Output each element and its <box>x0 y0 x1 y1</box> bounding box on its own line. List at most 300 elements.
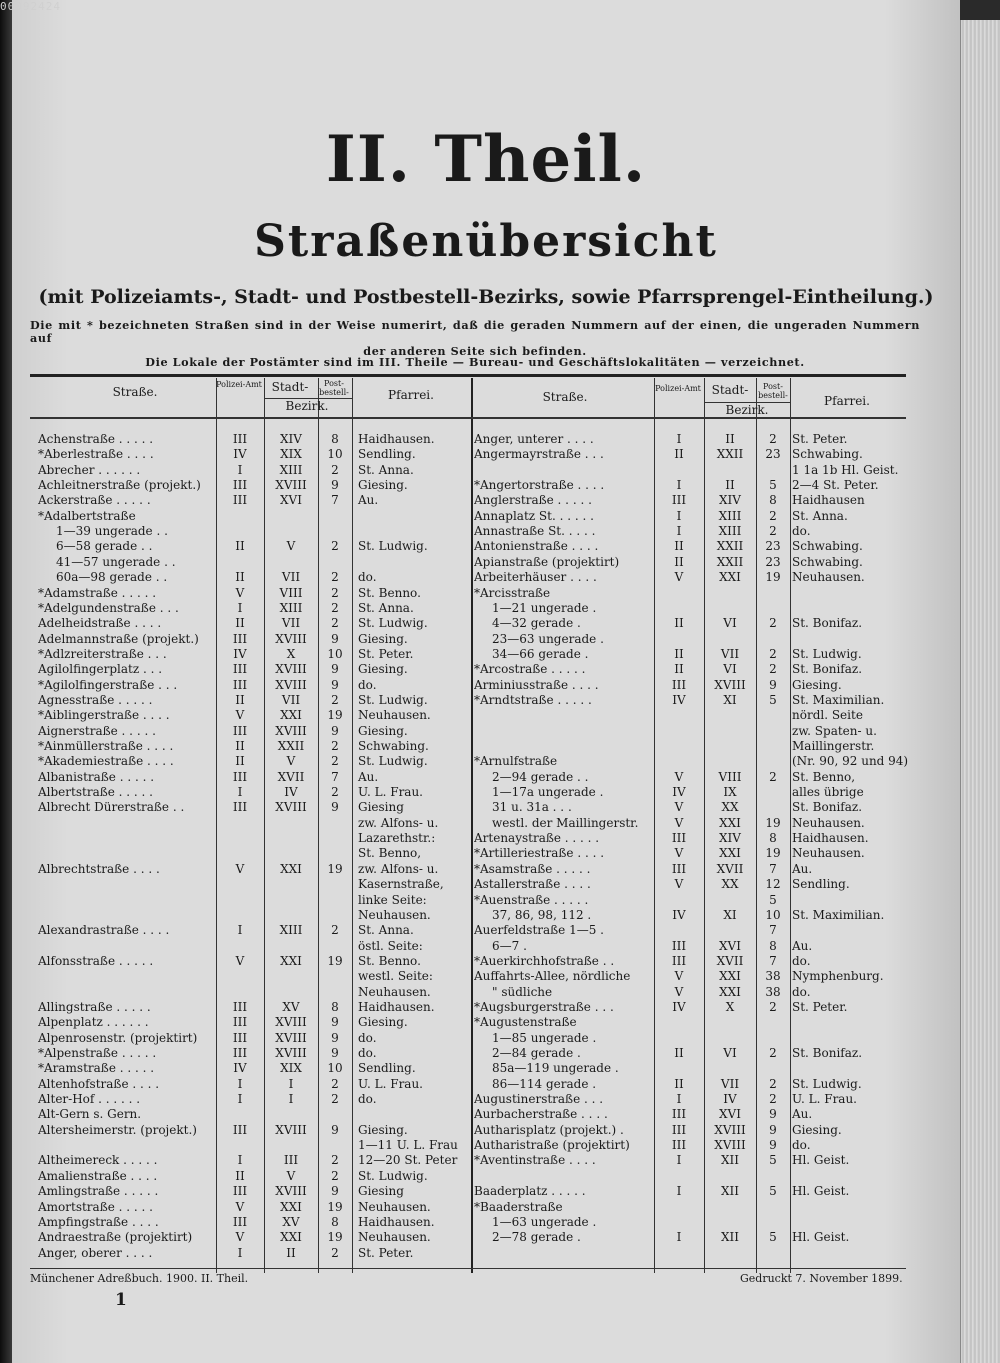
polizei-amt: III <box>232 800 248 815</box>
polizei-amt: I <box>676 524 682 539</box>
street-name: Albrechtstraße . . . . <box>38 861 160 876</box>
stadt-bezirk: III <box>283 1153 299 1168</box>
street-name: *Adamstraße . . . . . <box>38 585 157 600</box>
polizei-amt: II <box>674 539 684 554</box>
stadt-bezirk: XVI <box>719 938 741 953</box>
pfarrei: St. Benno. <box>358 953 421 968</box>
note-numbering-line1: Die mit * bezeichneten Straßen sind in der Weise numerirt, daß die geraden Nummern auf der einen, die ungeraden Nummern auf <box>30 318 920 345</box>
street-name: 86—114 gerade . <box>492 1076 597 1091</box>
street-name: 23—63 ungerade . <box>492 631 604 646</box>
pfarrei: St. Ludwig. <box>358 1168 428 1183</box>
table-bottom-rule <box>30 1268 906 1269</box>
postbestell-bezirk: 2 <box>331 785 339 800</box>
pfarrei: östl. Seite: <box>358 938 423 953</box>
stadt-bezirk: XIV <box>280 432 302 446</box>
postbestell-bezirk: 23 <box>765 539 781 554</box>
pfarrei: Giesing. <box>792 677 842 692</box>
stadt-bezirk: XIX <box>280 447 302 462</box>
polizei-amt: III <box>671 1122 687 1137</box>
note-numbering-line2: der anderen Seite sich befinden. <box>363 344 587 358</box>
postbestell-bezirk: 5 <box>769 892 777 907</box>
street-name: 1—21 ungerade . <box>492 600 597 615</box>
street-name: Autharisplatz (projekt.) . <box>474 1122 624 1137</box>
stadt-bezirk: I <box>288 1076 294 1091</box>
street-name: *Agilolfingerstraße . . . <box>38 677 178 692</box>
polizei-amt: I <box>237 1092 243 1107</box>
polizei-amt: V <box>674 800 684 815</box>
stadt-bezirk: XVIII <box>275 662 307 677</box>
scan-id: 00092424 <box>0 0 61 13</box>
street-name: Agnesstraße . . . . . <box>38 692 153 707</box>
street-name: Alexandrastraße . . . . <box>38 923 170 938</box>
street-name: Adelheidstraße . . . . <box>38 616 162 631</box>
stadt-bezirk: VI <box>723 1046 737 1060</box>
column-divider <box>216 378 217 1273</box>
postbestell-bezirk: 19 <box>327 953 343 968</box>
binding-edge <box>0 0 12 1363</box>
street-name: " südliche <box>492 984 553 999</box>
street-name: *Akademiestraße . . . . <box>38 754 174 769</box>
stadt-bezirk: XVIII <box>714 677 746 692</box>
pfarrei: Giesing. <box>358 1015 408 1030</box>
pfarrei: Au. <box>792 938 813 953</box>
stadt-bezirk: X <box>286 646 296 661</box>
polizei-amt: V <box>674 984 684 999</box>
stadt-bezirk: VII <box>720 646 740 661</box>
pfarrei: Schwabing. <box>792 539 863 554</box>
column-divider <box>318 378 319 1273</box>
polizei-amt: III <box>232 1122 248 1137</box>
pfarrei: do. <box>358 1030 377 1045</box>
polizei-amt: III <box>671 938 687 953</box>
pfarrei: Au. <box>792 861 813 876</box>
pfarrei: St. Anna. <box>358 462 414 477</box>
street-name: Auerfeldstraße 1—5 . <box>474 923 604 938</box>
stadt-bezirk: XII <box>720 1153 740 1168</box>
street-name: Alter-Hof . . . . . . <box>38 1092 141 1107</box>
postbestell-bezirk: 2 <box>331 739 339 753</box>
postbestell-bezirk: 5 <box>769 1230 777 1245</box>
polizei-amt: III <box>671 1107 687 1122</box>
street-name: *Auenstraße . . . . . <box>474 892 589 907</box>
polizei-amt: III <box>232 478 248 493</box>
stadt-bezirk: XX <box>721 877 739 892</box>
polizei-amt: III <box>671 861 687 876</box>
street-name: Apianstraße (projektirt) <box>474 554 620 569</box>
street-name: Arbeiterhäuser . . . . <box>474 570 597 585</box>
pfarrei: Neuhausen. <box>358 1199 431 1214</box>
postbestell-bezirk: 5 <box>769 478 777 493</box>
postbestell-bezirk: 9 <box>769 1138 777 1153</box>
polizei-amt: II <box>235 616 245 631</box>
street-name: *Auerkirchhofstraße . . <box>474 953 615 968</box>
street-name: Augustinerstraße . . . <box>474 1092 604 1107</box>
street-name: Ackerstraße . . . . . <box>38 493 151 508</box>
stadt-bezirk: IV <box>284 785 298 800</box>
stadt-bezirk: XIV <box>719 831 741 846</box>
pfarrei: Haidhausen. <box>792 831 869 846</box>
street-name: *Augustenstraße <box>474 1015 577 1030</box>
stadt-bezirk: VII <box>281 692 301 707</box>
street-name: *Angertorstraße . . . . <box>474 478 605 493</box>
street-name: Albertstraße . . . . . <box>38 785 153 800</box>
street-name: *Arndtstraße . . . . . <box>474 692 592 707</box>
polizei-amt: IV <box>233 447 247 462</box>
postbestell-bezirk: 10 <box>327 646 343 661</box>
polizei-amt: II <box>674 646 684 661</box>
postbestell-bezirk: 9 <box>769 677 777 692</box>
polizei-amt: I <box>676 1230 682 1245</box>
polizei-amt: III <box>671 493 687 508</box>
pfarrei: St. Anna. <box>358 923 414 938</box>
postbestell-bezirk: 2 <box>769 646 777 661</box>
postbestell-bezirk: 8 <box>769 831 777 846</box>
stadt-bezirk: XI <box>723 907 737 922</box>
street-name: *Asamstraße . . . . . <box>474 861 591 876</box>
street-name: *Ainmüllerstraße . . . . <box>38 739 174 753</box>
pfarrei: Neuhausen. <box>792 846 865 861</box>
stadt-bezirk: XI <box>723 692 737 707</box>
stadt-bezirk: XVIII <box>275 1015 307 1030</box>
stadt-bezirk: XXI <box>719 570 741 585</box>
pfarrei: do. <box>358 1046 377 1060</box>
column-divider <box>352 378 353 1273</box>
street-name: Altenhofstraße . . . . <box>38 1076 160 1091</box>
pfarrei: St. Peter. <box>792 432 848 446</box>
stadt-bezirk: XV <box>282 999 300 1014</box>
polizei-amt: I <box>237 785 243 800</box>
header-strasse-left: Straße. <box>112 385 158 399</box>
stadt-bezirk: IX <box>723 785 737 800</box>
pfarrei: zw. Spaten- u. <box>792 723 877 738</box>
polizei-amt: II <box>235 1168 245 1183</box>
polizei-amt: V <box>235 585 245 600</box>
pfarrei: Hl. Geist. <box>792 1184 850 1199</box>
stadt-bezirk: XXI <box>280 1230 302 1245</box>
stadt-bezirk: XXI <box>280 708 302 723</box>
stadt-bezirk: XIII <box>718 508 742 523</box>
street-name: *Artilleriestraße . . . . <box>474 846 605 861</box>
pfarrei: St. Benno, <box>358 846 422 861</box>
street-name: 34—66 gerade . <box>492 646 589 661</box>
pfarrei: Giesing. <box>358 662 408 677</box>
pfarrei: Schwabing. <box>358 739 429 753</box>
stadt-bezirk: XVIII <box>714 1122 746 1137</box>
stadt-bezirk: XXI <box>719 984 741 999</box>
street-name: Abrecher . . . . . . <box>38 462 141 477</box>
polizei-amt: III <box>232 1046 248 1060</box>
pfarrei: do. <box>358 570 377 585</box>
polizei-amt: I <box>237 600 243 615</box>
street-name: Anger, oberer . . . . <box>38 1245 153 1260</box>
street-name: 60a—98 gerade . . <box>56 570 168 585</box>
postbestell-bezirk: 2 <box>769 432 777 446</box>
postbestell-bezirk: 2 <box>331 462 339 477</box>
street-name: 6—7 . <box>492 938 527 953</box>
postbestell-bezirk: 2 <box>331 1168 339 1183</box>
pfarrei: westl. Seite: <box>358 969 433 984</box>
header-bottom-rule <box>30 417 906 419</box>
table-top-rule <box>30 374 906 377</box>
stadt-bezirk: XIII <box>279 462 303 477</box>
polizei-amt: I <box>237 1076 243 1091</box>
postbestell-bezirk: 10 <box>327 1061 343 1076</box>
pfarrei: Neuhausen. <box>358 1230 431 1245</box>
postbestell-bezirk: 7 <box>769 953 777 968</box>
header-pfarrei-right: Pfarrei. <box>824 394 870 408</box>
stadt-bezirk: XVIII <box>714 1138 746 1153</box>
stadt-bezirk: XXII <box>716 554 744 569</box>
polizei-amt: IV <box>672 907 686 922</box>
stadt-bezirk: II <box>725 478 735 493</box>
stadt-bezirk: VI <box>723 662 737 677</box>
pfarrei: Giesing. <box>358 631 408 646</box>
stadt-bezirk: XIX <box>280 1061 302 1076</box>
street-name: Amlingstraße . . . . . <box>38 1184 159 1199</box>
postbestell-bezirk: 2 <box>331 692 339 707</box>
polizei-amt: III <box>232 999 248 1014</box>
pfarrei: Sendling. <box>358 447 416 462</box>
polizei-amt: V <box>674 769 684 784</box>
pfarrei: Lazarethstr.: <box>358 831 436 846</box>
pfarrei: St. Benno, <box>792 769 856 784</box>
street-name: Amalienstraße . . . . <box>38 1168 158 1183</box>
stadt-bezirk: XVIII <box>275 1046 307 1060</box>
street-name: Altheimereck . . . . . <box>38 1153 158 1168</box>
street-name: Albrecht Dürerstraße . . <box>38 800 185 815</box>
polizei-amt: I <box>237 462 243 477</box>
postbestell-bezirk: 23 <box>765 447 781 462</box>
polizei-amt: III <box>232 1214 248 1229</box>
stadt-bezirk: XXI <box>719 846 741 861</box>
polizei-amt: III <box>232 631 248 646</box>
pfarrei: Maillingerstr. <box>792 739 875 753</box>
note-postal: Die Lokale der Postämter sind im III. Theile — Bureau- und Geschäftslokalitäten — verzeichnet. <box>145 355 805 369</box>
stadt-bezirk: XVIII <box>275 1122 307 1137</box>
stadt-bezirk: XVIII <box>275 1030 307 1045</box>
postbestell-bezirk: 2 <box>769 769 777 784</box>
stadt-bezirk: XIII <box>718 524 742 539</box>
street-name: Allingstraße . . . . . <box>38 999 151 1014</box>
street-name: Baaderplatz . . . . . <box>474 1184 586 1199</box>
stadt-bezirk: XII <box>720 1230 740 1245</box>
pfarrei: do. <box>792 953 811 968</box>
pfarrei: Au. <box>358 493 379 508</box>
street-name: 37, 86, 98, 112 . <box>492 907 592 922</box>
postbestell-bezirk: 2 <box>331 570 339 585</box>
header-pfarrei-left: Pfarrei. <box>388 388 434 402</box>
header-bezirk-right: Bezirk. <box>725 403 769 417</box>
polizei-amt: I <box>676 508 682 523</box>
pfarrei: Neuhausen. <box>358 984 431 999</box>
polizei-amt: II <box>674 554 684 569</box>
pfarrei: St. Benno. <box>358 585 421 600</box>
postbestell-bezirk: 2 <box>769 616 777 631</box>
street-name: Aignerstraße . . . . . <box>38 723 156 738</box>
street-name: Artenaystraße . . . . . <box>474 831 600 846</box>
street-name: *Alpenstraße . . . . . <box>38 1046 157 1060</box>
page-number: 1 <box>115 1290 127 1310</box>
polizei-amt: I <box>237 1153 243 1168</box>
header-post-left: Post-bestell- <box>319 379 349 397</box>
header-post-right: Post-bestell- <box>758 382 788 400</box>
polizei-amt: III <box>232 723 248 738</box>
street-name: Alfonsstraße . . . . . <box>38 953 154 968</box>
postbestell-bezirk: 38 <box>765 984 781 999</box>
polizei-amt: V <box>674 969 684 984</box>
postbestell-bezirk: 8 <box>331 999 339 1014</box>
stadt-bezirk: XXI <box>280 861 302 876</box>
stadt-bezirk: XVIII <box>275 1184 307 1199</box>
pfarrei: St. Bonifaz. <box>792 1046 863 1060</box>
street-name: 31 u. 31a . . . <box>492 800 572 815</box>
stadt-bezirk: XIII <box>279 600 303 615</box>
street-name: 1—63 ungerade . <box>492 1214 597 1229</box>
street-name: *Adelgundenstraße . . . <box>38 600 179 615</box>
pfarrei: St. Peter. <box>792 999 848 1014</box>
center-divider <box>471 378 473 1273</box>
postbestell-bezirk: 9 <box>331 662 339 677</box>
header-stadt-right: Stadt- <box>711 383 749 397</box>
pfarrei: St. Bonifaz. <box>792 616 863 631</box>
pfarrei: St. Ludwig. <box>358 539 428 554</box>
polizei-amt: I <box>676 1153 682 1168</box>
street-name: Adelmannstraße (projekt.) <box>38 631 199 646</box>
pfarrei: Haidhausen <box>792 493 865 508</box>
stadt-bezirk: I <box>288 1092 294 1107</box>
postbestell-bezirk: 23 <box>765 554 781 569</box>
street-name: Achenstraße . . . . . <box>38 432 154 446</box>
pfarrei: do. <box>792 984 811 999</box>
polizei-amt: III <box>232 769 248 784</box>
pfarrei: Neuhausen. <box>792 570 865 585</box>
polizei-amt: I <box>237 923 243 938</box>
stadt-bezirk: V <box>286 1168 296 1183</box>
pfarrei: Kasernstraße, <box>358 877 444 892</box>
pfarrei: Au. <box>358 769 379 784</box>
column-divider <box>264 378 265 1273</box>
street-name: 41—57 ungerade . . <box>56 554 176 569</box>
postbestell-bezirk: 2 <box>769 1046 777 1060</box>
postbestell-bezirk: 2 <box>331 600 339 615</box>
polizei-amt: V <box>235 708 245 723</box>
postbestell-bezirk: 7 <box>331 769 339 784</box>
header-bezirk-left: Bezirk. <box>285 399 329 413</box>
postbestell-bezirk: 9 <box>331 1046 339 1060</box>
pfarrei: St. Anna. <box>358 600 414 615</box>
stadt-bezirk: II <box>286 1245 296 1260</box>
postbestell-bezirk: 19 <box>327 1199 343 1214</box>
stadt-bezirk: XXI <box>719 969 741 984</box>
pfarrei: alles übrige <box>792 785 864 800</box>
stadt-bezirk: XXI <box>719 815 741 830</box>
polizei-amt: II <box>674 1046 684 1060</box>
postbestell-bezirk: 2 <box>331 754 339 769</box>
pfarrei: linke Seite: <box>358 892 427 907</box>
street-name: 2—78 gerade . <box>492 1230 581 1245</box>
street-name: *Augsburgerstraße . . . <box>474 999 614 1014</box>
stadt-bezirk: XVII <box>716 861 744 876</box>
polizei-amt: II <box>235 539 245 554</box>
stadt-bezirk: XXII <box>716 447 744 462</box>
polizei-amt: III <box>232 493 248 508</box>
street-name: Angermayrstraße . . . <box>474 447 604 462</box>
pfarrei: 12—20 St. Peter <box>358 1153 458 1168</box>
pfarrei: St. Bonifaz. <box>792 662 863 677</box>
polizei-amt: II <box>235 754 245 769</box>
pfarrei: Giesing. <box>792 1122 842 1137</box>
polizei-amt: IV <box>672 692 686 707</box>
postbestell-bezirk: 8 <box>331 432 339 446</box>
stadt-bezirk: VII <box>720 1076 740 1091</box>
postbestell-bezirk: 7 <box>769 861 777 876</box>
postbestell-bezirk: 7 <box>769 923 777 938</box>
stadt-bezirk: IV <box>723 1092 737 1107</box>
pfarrei: Giesing. <box>358 1122 408 1137</box>
street-name: 2—84 gerade . <box>492 1046 581 1060</box>
postbestell-bezirk: 2 <box>769 662 777 677</box>
stadt-bezirk: XVIII <box>275 723 307 738</box>
street-name: Astallerstraße . . . . <box>474 877 591 892</box>
postbestell-bezirk: 9 <box>331 800 339 815</box>
street-name: Ampfingstraße . . . . <box>38 1214 159 1229</box>
header-strasse-right: Straße. <box>542 390 588 404</box>
street-name: *Aramstraße . . . . . <box>38 1061 155 1076</box>
postbestell-bezirk: 9 <box>331 1030 339 1045</box>
postbestell-bezirk: 9 <box>769 1107 777 1122</box>
header-polizei-right: Polizei-Amt <box>655 384 701 393</box>
stadt-bezirk: XVI <box>280 493 302 508</box>
polizei-amt: III <box>671 1138 687 1153</box>
polizei-amt: II <box>235 692 245 707</box>
pfarrei: Haidhausen. <box>358 999 435 1014</box>
polizei-amt: V <box>235 1230 245 1245</box>
stadt-bezirk: XV <box>282 1214 300 1229</box>
street-name: *Arcisstraße <box>474 585 551 600</box>
pfarrei: Nymphenburg. <box>792 969 884 984</box>
postbestell-bezirk: 8 <box>331 1214 339 1229</box>
street-name: 6—58 gerade . . <box>56 539 153 554</box>
pfarrei: St. Ludwig. <box>358 616 428 631</box>
postbestell-bezirk: 19 <box>765 570 781 585</box>
stadt-bezirk: VI <box>723 616 737 631</box>
polizei-amt: III <box>232 1184 248 1199</box>
postbestell-bezirk: 9 <box>331 677 339 692</box>
polizei-amt: V <box>235 953 245 968</box>
pfarrei: U. L. Frau. <box>792 1092 857 1107</box>
polizei-amt: V <box>235 1199 245 1214</box>
street-name: *Arcostraße . . . . . <box>474 662 586 677</box>
postbestell-bezirk: 9 <box>331 1184 339 1199</box>
street-name: Annastraße St. . . . . <box>474 524 596 539</box>
polizei-amt: III <box>671 831 687 846</box>
header-stadt-left: Stadt- <box>271 380 309 394</box>
polizei-amt: II <box>235 739 245 753</box>
postbestell-bezirk: 2 <box>769 524 777 539</box>
polizei-amt: IV <box>233 1061 247 1076</box>
street-name: Aurbacherstraße . . . . <box>474 1107 608 1122</box>
postbestell-bezirk: 7 <box>331 493 339 508</box>
stadt-bezirk: V <box>286 539 296 554</box>
street-name: 1—39 ungerade . . <box>56 524 168 539</box>
street-name: 2—94 gerade . . <box>492 769 589 784</box>
pfarrei: St. Bonifaz. <box>792 800 863 815</box>
header-polizei-left: Polizei-Amt <box>216 380 262 389</box>
street-name: 4—32 gerade . <box>492 616 581 631</box>
stadt-bezirk: XXII <box>277 739 305 753</box>
pfarrei: nördl. Seite <box>792 708 863 723</box>
pfarrei: U. L. Frau. <box>358 1076 423 1091</box>
